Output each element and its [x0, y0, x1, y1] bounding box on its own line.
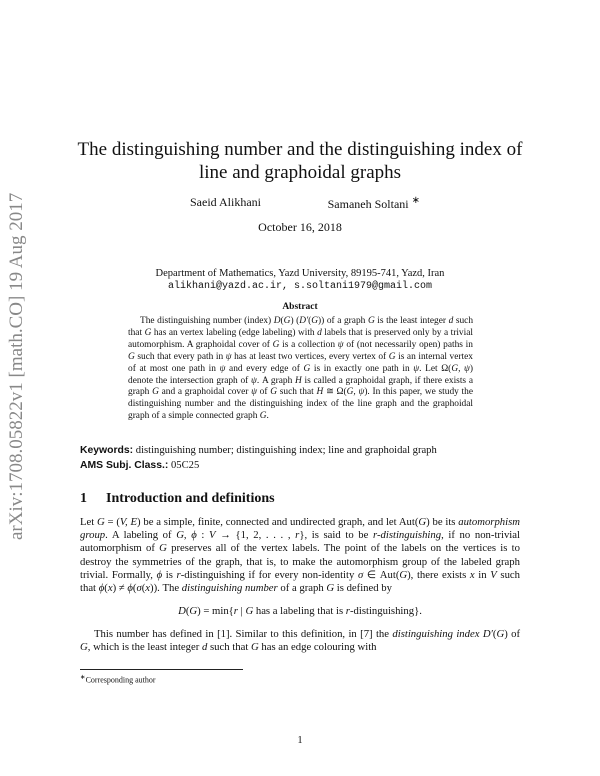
footnote-rule	[80, 669, 243, 670]
keywords-line	[80, 444, 540, 457]
ams-code: 05C25	[168, 460, 200, 471]
section-number: 1	[80, 491, 87, 506]
affiliation	[0, 267, 600, 293]
email-addresses: alikhani@yazd.ac.ir, s.soltani1979@gmail.com	[167, 281, 433, 292]
title-line-1: The distinguishing number and the distinguishing index of	[77, 139, 523, 160]
title-line-2: line and graphoidal graphs	[198, 162, 402, 183]
author-alikhani: Saeid Alikhani	[190, 195, 261, 209]
author-list	[190, 195, 420, 212]
author-soltani: Samaneh Soltani ∗	[327, 195, 420, 211]
keywords-label: Keywords:	[80, 445, 134, 456]
section-title: Introduction and definitions	[106, 491, 275, 506]
abstract-body: The distinguishing number (index) D(G) (D′(G)) of a graph G is the least integer d such that G has an vertex labeling (edge labeling) with d labels that is preserved only by a trivial automorphism. A graphoidal cover of G is a collection ψ of (not necessarily open) paths in G such that every path in ψ has at least two vertices, every vertex of G is an internal vertex of at most one path in ψ and every edge of G is in exactly one path in ψ. Let Ω(G, ψ) denote the intersection graph of ψ. A graph H is called a graphoidal graph, if there exists a graph G and a graphoidal cover ψ of G such that H ≅ Ω(G, ψ). In this paper, we study the distinguishing number and the distinguishing index of the line graph and the graphoidal graph of a simple connected graph G.	[128, 316, 474, 422]
keywords-text: distinguishing number; distinguishing index; line and graphoidal graph	[133, 445, 437, 456]
section-heading	[80, 491, 275, 507]
department-line: Department of Mathematics, Yazd University, 89195-741, Yazd, Iran	[155, 268, 445, 279]
distinguishing-number-equation: D(G) = min{r | G has a labeling that is r-distinguishing}.	[178, 605, 422, 617]
second-paragraph: This number has defined in [1]. Similar to this definition, in [7] the distinguishing index D′(G) of G, which is the least integer d such that G has an edge colouring with	[80, 628, 521, 654]
intro-paragraph: Let G = (V, E) be a simple, finite, connected and undirected graph, and let Aut(G) be its automorphism group. A labeling of G, ϕ : V → {1, 2, . . . , r}, is said to be r-distinguishing, if no non-trivial automorphism of G preserves all of the vertex labels. The point of the labels on the vertices is to destroy the symmetries of the graph, that is, to make the automorphism group of the labeled graph trivial. Formally, ϕ is r-distinguishing if for every non-identity σ ∈ Aut(G), there exists x in V such that ϕ(x) ≠ ϕ(σ(x)). The distinguishing number of a graph G is defined by	[80, 516, 520, 595]
page-number: 1	[297, 735, 303, 746]
corresponding-mark: ∗	[411, 195, 420, 206]
footnote-text: Corresponding author	[85, 675, 156, 685]
paper-date: October 16, 2018	[258, 220, 342, 234]
abstract-heading: Abstract	[282, 302, 318, 312]
footnote	[80, 673, 156, 685]
arxiv-identifier-stamp: arXiv:1708.05822v1 [math.CO] 19 Aug 2017	[6, 192, 27, 540]
paper-title	[60, 138, 540, 184]
ams-label: AMS Subj. Class.:	[80, 460, 169, 471]
ams-classification-line	[80, 460, 540, 471]
footnote-mark: ∗	[80, 674, 86, 681]
